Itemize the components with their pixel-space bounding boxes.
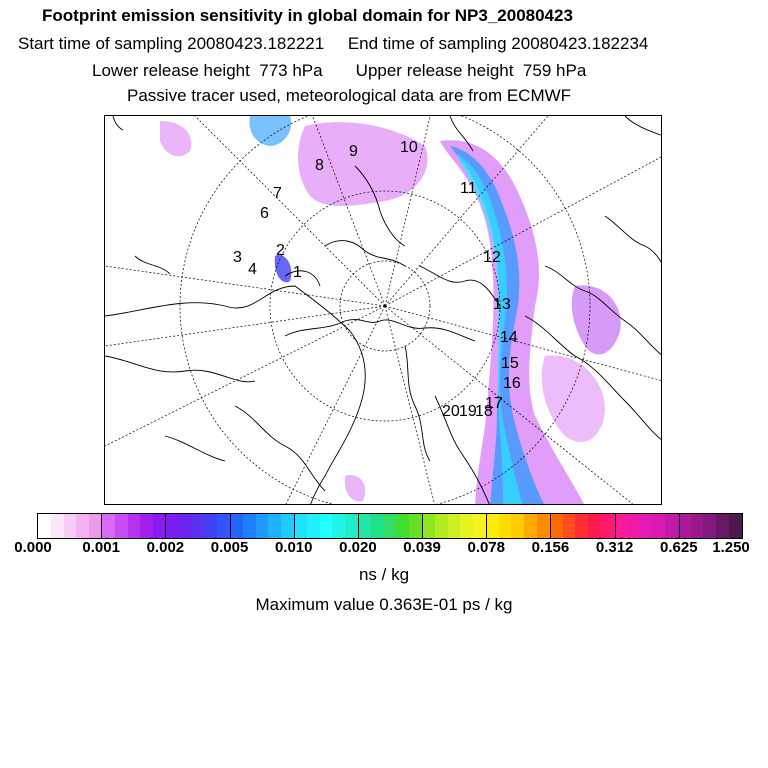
colorbar-cell: [345, 514, 358, 538]
colorbar-cell: [256, 514, 269, 538]
colorbar-cell: [448, 514, 461, 538]
colorbar-cell: [268, 514, 281, 538]
colorbar-cell: [140, 514, 153, 538]
colorbar-cell: [588, 514, 601, 538]
colorbar: [37, 513, 743, 539]
colorbar-cell: [691, 514, 704, 538]
colorbar-cell: [115, 514, 128, 538]
trajectory-point-label: 16: [503, 375, 521, 392]
sampling-time-line: Start time of sampling 20080423.182221 End time of sampling 20080423.182234: [18, 34, 649, 53]
trajectory-point-label: 2: [276, 242, 285, 259]
trajectory-point-label: 3: [233, 249, 242, 266]
colorbar-cell: [64, 514, 77, 538]
colorbar-cell: [537, 514, 550, 538]
colorbar-cell: [38, 514, 51, 538]
colorbar-tick-label: 0.005: [210, 539, 249, 556]
colorbar-cell: [627, 514, 640, 538]
colorbar-cell: [729, 514, 742, 538]
colorbar-cell: [192, 514, 205, 538]
trajectory-point-label: 19: [459, 403, 477, 420]
trajectory-point-label: 12: [483, 249, 501, 266]
colorbar-cell: [204, 514, 217, 538]
colorbar-cell: [486, 514, 499, 538]
colorbar-tick: [615, 513, 616, 539]
colorbar-cell: [179, 514, 192, 538]
colorbar-cell: [166, 514, 179, 538]
colorbar-tick: [101, 513, 102, 539]
tracer-info-line: Passive tracer used, meteorological data are from ECMWF: [127, 86, 572, 105]
colorbar-tick-label: 0.010: [274, 539, 313, 556]
colorbar-tick-label: 0.312: [595, 539, 634, 556]
trajectory-point-label: 14: [500, 329, 518, 346]
trajectory-point-label: 4: [248, 261, 257, 278]
colorbar-tick-label: 0.156: [531, 539, 570, 556]
colorbar-cell: [460, 514, 473, 538]
colorbar-tick-label: 0.001: [82, 539, 120, 556]
maximum-value-label: Maximum value 0.363E-01 ps / kg: [255, 595, 513, 614]
trajectory-point-label: 8: [315, 157, 324, 174]
colorbar-cell: [281, 514, 294, 538]
trajectory-point-label: 17: [485, 395, 503, 412]
colorbar-cell: [153, 514, 166, 538]
colorbar-tick-label: 0.039: [403, 539, 441, 556]
colorbar-tick: [679, 513, 680, 539]
colorbar-cell: [422, 514, 435, 538]
colorbar-cell: [665, 514, 678, 538]
colorbar-cell: [435, 514, 448, 538]
trajectory-point-label: 11: [460, 180, 477, 197]
colorbar-tick: [486, 513, 487, 539]
colorbar-cell: [524, 514, 537, 538]
colorbar-cell: [563, 514, 576, 538]
colorbar-cell: [89, 514, 102, 538]
colorbar-cell: [396, 514, 409, 538]
colorbar-cell: [384, 514, 397, 538]
colorbar-tick-label: 0.002: [146, 539, 185, 556]
colorbar-cell: [76, 514, 89, 538]
colorbar-tick-label: 1.250: [712, 539, 750, 556]
colorbar-tick-label: 0.020: [339, 539, 377, 556]
colorbar-tick: [422, 513, 423, 539]
colorbar-cell: [575, 514, 588, 538]
trajectory-point-label: 15: [501, 355, 519, 372]
trajectory-point-label: 18: [475, 403, 493, 420]
colorbar-cell: [102, 514, 115, 538]
trajectory-point-label: 6: [260, 205, 269, 222]
colorbar-cell: [371, 514, 384, 538]
colorbar-cell: [51, 514, 64, 538]
colorbar-cell: [639, 514, 652, 538]
colorbar-cell: [128, 514, 141, 538]
colorbar-tick: [294, 513, 295, 539]
colorbar-cell: [358, 514, 371, 538]
trajectory-point-label: 1: [293, 264, 302, 281]
map-canvas: [105, 116, 662, 505]
colorbar-cell: [217, 514, 230, 538]
colorbar-cell: [601, 514, 614, 538]
colorbar-cell: [652, 514, 665, 538]
colorbar-cell: [332, 514, 345, 538]
colorbar-cell: [499, 514, 512, 538]
trajectory-point-label: 10: [400, 139, 418, 156]
colorbar-cell: [550, 514, 563, 538]
colorbar-tick: [550, 513, 551, 539]
trajectory-point-label: 7: [273, 185, 282, 202]
colorbar-cell: [320, 514, 333, 538]
colorbar-tick-label: 0.625: [660, 539, 698, 556]
colorbar-tick: [358, 513, 359, 539]
colorbar-cell: [703, 514, 716, 538]
colorbar-cell: [307, 514, 320, 538]
colorbar-cell: [230, 514, 243, 538]
colorbar-tick: [230, 513, 231, 539]
trajectory-point-label: 20: [442, 403, 460, 420]
colorbar-units: ns / kg: [358, 565, 410, 584]
footprint-field: [160, 116, 621, 505]
trajectory-point-label: 13: [493, 296, 511, 313]
colorbar-cell: [409, 514, 422, 538]
map-title: Footprint emission sensitivity in global domain for NP3_20080423: [42, 6, 573, 25]
colorbar-cell: [511, 514, 524, 538]
map-panel: [104, 115, 662, 505]
colorbar-tick: [165, 513, 166, 539]
colorbar-tick-label: 0.078: [467, 539, 506, 556]
colorbar-cell: [614, 514, 627, 538]
colorbar-cell: [716, 514, 729, 538]
trajectory-point-label: 9: [349, 143, 358, 160]
colorbar-cell: [473, 514, 486, 538]
colorbar-cell: [294, 514, 307, 538]
release-height-line: Lower release height 773 hPa Upper release height 759 hPa: [92, 61, 587, 80]
colorbar-tick-label: 0.000: [14, 539, 52, 556]
colorbar-cell: [243, 514, 256, 538]
